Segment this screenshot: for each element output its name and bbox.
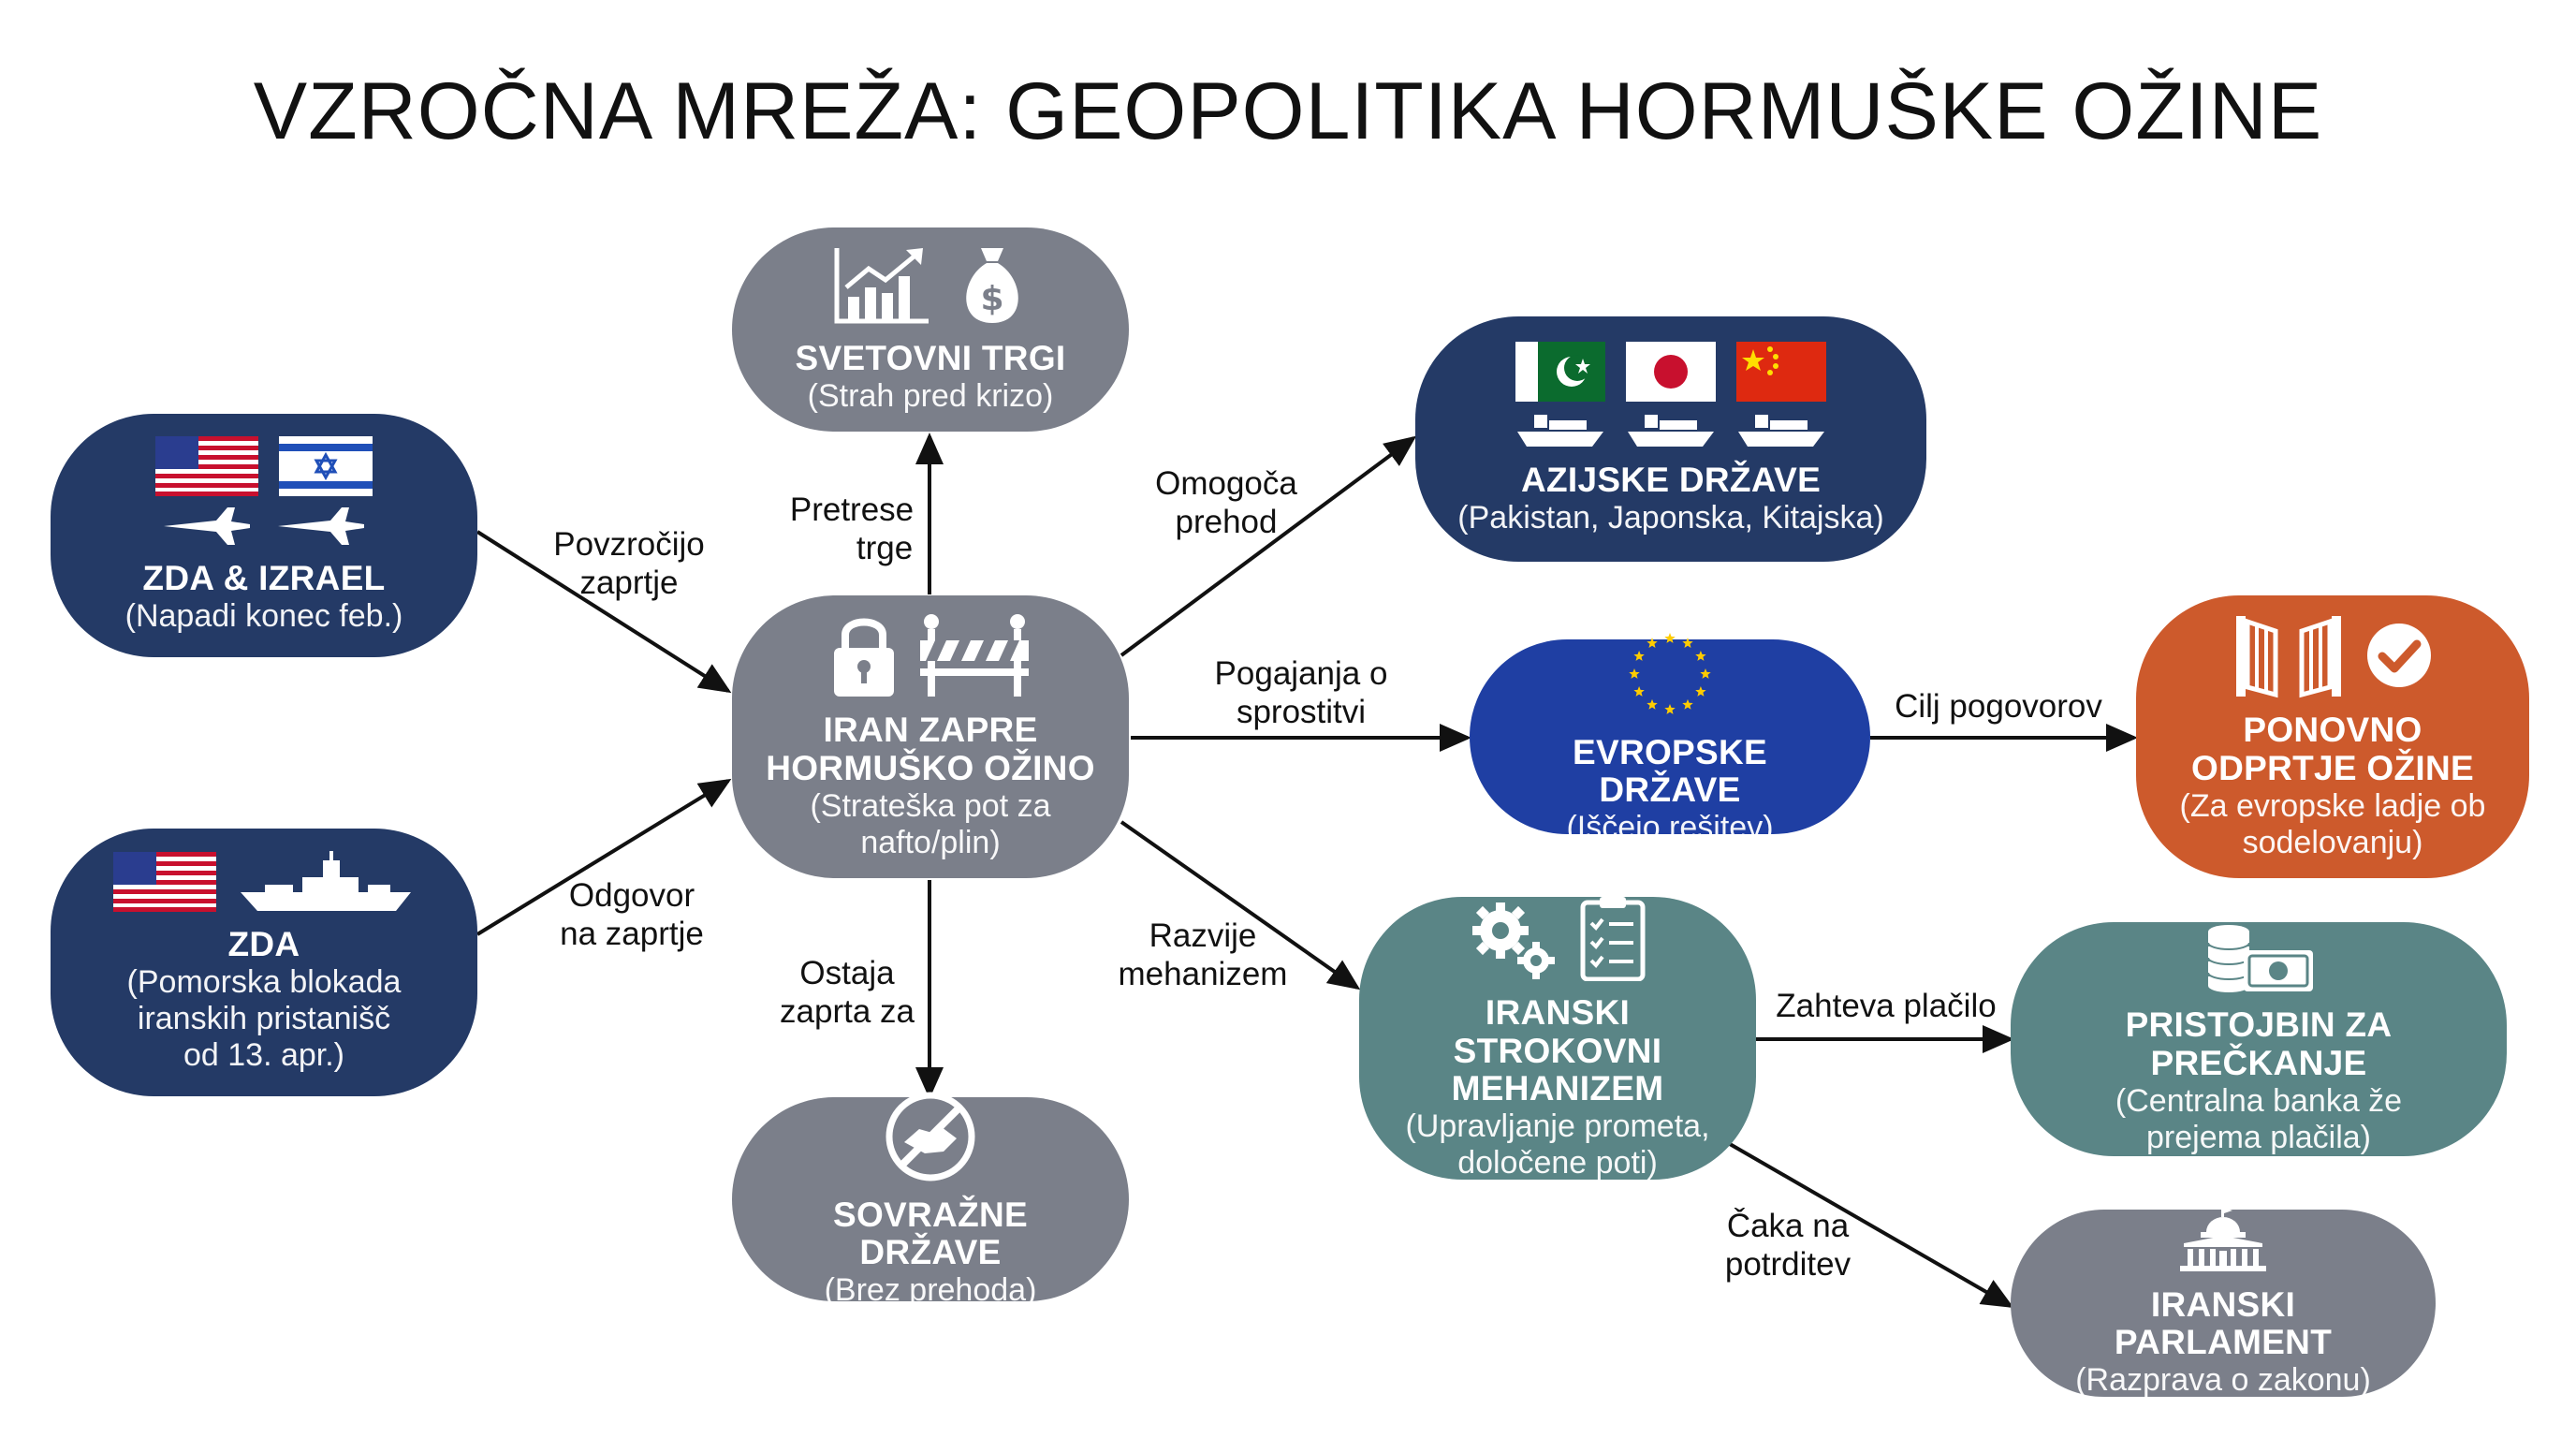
node-usa-israel[interactable] — [51, 414, 477, 657]
padlock-icon — [830, 612, 898, 698]
node-parliament[interactable] — [2011, 1210, 2436, 1397]
edge-label-line: Povzročijo — [553, 526, 705, 563]
node-title: SOVRAŽNE DRŽAVE — [833, 1195, 1028, 1272]
eu-star — [1633, 651, 1644, 661]
edge-label-line: Ostaja — [799, 955, 895, 991]
node-title: ZDA & IZRAEL — [142, 559, 386, 598]
node-title: IRANSKI PARLAMENT — [2114, 1284, 2333, 1362]
rising-chart-icon — [831, 244, 934, 327]
node-hostile[interactable] — [732, 1097, 1129, 1309]
node-title: SVETOVNI TRGI — [795, 339, 1066, 378]
node-subtitle: (Razprava o zakonu) — [2075, 1362, 2371, 1399]
cargo-ship-icon — [1626, 411, 1716, 448]
node-title: MEHANIZEM — [1451, 1069, 1664, 1108]
eu-star — [1664, 633, 1675, 643]
usa-flag-icon — [155, 436, 258, 496]
node-subtitle: (Pakistan, Japonska, Kitajska) — [1457, 499, 1884, 536]
edge-label-line: Pretrese — [789, 492, 915, 528]
eu-star — [1629, 668, 1639, 679]
edge-label-line: potrditev — [1724, 1245, 1852, 1283]
edge-label-asia — [1128, 465, 1325, 542]
eu-star — [1682, 638, 1692, 648]
eu-star — [1633, 686, 1644, 697]
fighter-jet-icon — [160, 506, 254, 547]
node-title: IRANSKI STROKOVNI — [1453, 992, 1662, 1070]
no-handshake-icon — [884, 1090, 977, 1183]
edge-label-line: prehod — [1175, 503, 1278, 540]
edge-label-usa-israel — [526, 526, 732, 603]
usa-flag-icon — [113, 852, 216, 912]
edge-label-line: Omogoča — [1155, 465, 1297, 502]
eu-star — [1695, 651, 1705, 661]
node-fee[interactable] — [2011, 922, 2507, 1156]
node-markets[interactable] — [732, 227, 1129, 432]
node-asia[interactable] — [1415, 316, 1926, 562]
edge-label-hostile — [763, 955, 931, 1032]
fighter-jet-icon — [274, 506, 368, 547]
edge-label-markets — [763, 492, 941, 568]
edge-label-mechanism — [1105, 917, 1301, 994]
parliament-building-icon — [2178, 1208, 2268, 1273]
eu-star — [1647, 638, 1657, 648]
cargo-ship-icon — [1736, 411, 1826, 448]
warship-icon — [237, 851, 415, 913]
eu-star — [1682, 699, 1692, 710]
edge-label-line: Zahteva plačilo — [1776, 988, 1997, 1024]
checklist-icon — [1579, 895, 1647, 981]
node-title: HORMUŠKO OŽINO — [766, 748, 1095, 787]
node-subtitle: (Napadi konec feb.) — [124, 597, 403, 634]
node-subtitle: prejema plačila) — [2146, 1119, 2371, 1155]
node-subtitle: od 13. apr.) — [183, 1036, 344, 1073]
edge-label-line: trge — [856, 529, 914, 566]
edge-label-line: Pogajanja o — [1214, 655, 1388, 692]
node-subtitle: (Brez prehoda) — [824, 1272, 1037, 1309]
edge-label-europe — [1189, 655, 1413, 732]
eu-star — [1700, 668, 1710, 679]
edge-label-line: Odgovor — [568, 877, 695, 914]
node-subtitle: (Za evropske ladje ob — [2179, 787, 2486, 824]
node-subtitle: (Pomorska blokada — [126, 963, 402, 1000]
node-title: PRISTOJBIN ZA PREČKANJE — [2125, 1005, 2393, 1082]
pakistan-flag-icon — [1515, 342, 1605, 402]
gears-icon — [1469, 895, 1559, 981]
edge-label-line: Čaka na — [1726, 1208, 1850, 1244]
node-subtitle: (Strateška pot za — [810, 787, 1051, 824]
node-title: EVROPSKE DRŽAVE — [1572, 732, 1767, 810]
open-gate-icon — [2232, 612, 2345, 698]
money-bag-icon — [955, 244, 1030, 327]
coins-banknote-icon — [2203, 922, 2315, 993]
japan-flag-icon — [1626, 342, 1716, 402]
edge-label-fee — [1760, 988, 2012, 1026]
node-europe[interactable] — [1470, 639, 1870, 846]
eu-star — [1647, 699, 1657, 710]
edge-label-parliament — [1704, 1208, 1872, 1284]
node-subtitle: (Iščejo rešitev) — [1566, 810, 1774, 846]
node-usa[interactable] — [51, 829, 477, 1096]
edge-label-line: Razvije — [1149, 917, 1257, 954]
node-title: ODPRTJE OŽINE — [2191, 748, 2474, 787]
node-title: IRAN ZAPRE — [823, 711, 1038, 750]
node-subtitle: sodelovanju) — [2242, 824, 2423, 860]
node-subtitle: (Centralna banka že — [2115, 1082, 2403, 1119]
node-subtitle: določene poti) — [1457, 1145, 1658, 1181]
edge-label-line: Cilj pogovorov — [1895, 688, 2102, 725]
node-subtitle: nafto/plin) — [860, 824, 1001, 860]
edge-label-line: sprostitvi — [1236, 693, 1367, 730]
node-subtitle: (Strah pred krizo) — [807, 377, 1054, 414]
edge-label-line: na zaprtje — [560, 915, 704, 952]
node-title: AZIJSKE DRŽAVE — [1520, 461, 1822, 500]
china-flag-icon — [1736, 342, 1826, 402]
israel-flag-icon — [279, 436, 373, 496]
cargo-ship-icon — [1515, 411, 1605, 448]
node-iran[interactable] — [732, 595, 1129, 878]
page-title: VZROČNA MREŽA: GEOPOLITIKA HORMUŠKE OŽINE — [253, 66, 2323, 156]
edge-label-line: zaprtje — [579, 564, 679, 601]
edge-label-usa — [529, 877, 735, 954]
eu-stars-icon — [1623, 627, 1717, 721]
edge-label-line: zaprta za — [780, 992, 915, 1030]
node-reopen[interactable] — [2136, 595, 2529, 878]
road-barrier-icon — [918, 612, 1031, 698]
eu-star — [1695, 686, 1705, 697]
edge-label-line: mehanizem — [1118, 955, 1288, 992]
node-mechanism[interactable] — [1359, 897, 1756, 1180]
svg-text:$: $ — [980, 280, 1004, 319]
node-subtitle: (Upravljanje prometa, — [1405, 1108, 1710, 1144]
edge-label-reopen — [1877, 688, 2120, 726]
node-subtitle: iranskih pristanišč — [137, 1000, 391, 1036]
check-circle-icon — [2365, 622, 2433, 689]
eu-star — [1664, 704, 1675, 714]
node-title: ZDA — [227, 925, 300, 964]
node-title: PONOVNO — [2243, 711, 2422, 750]
